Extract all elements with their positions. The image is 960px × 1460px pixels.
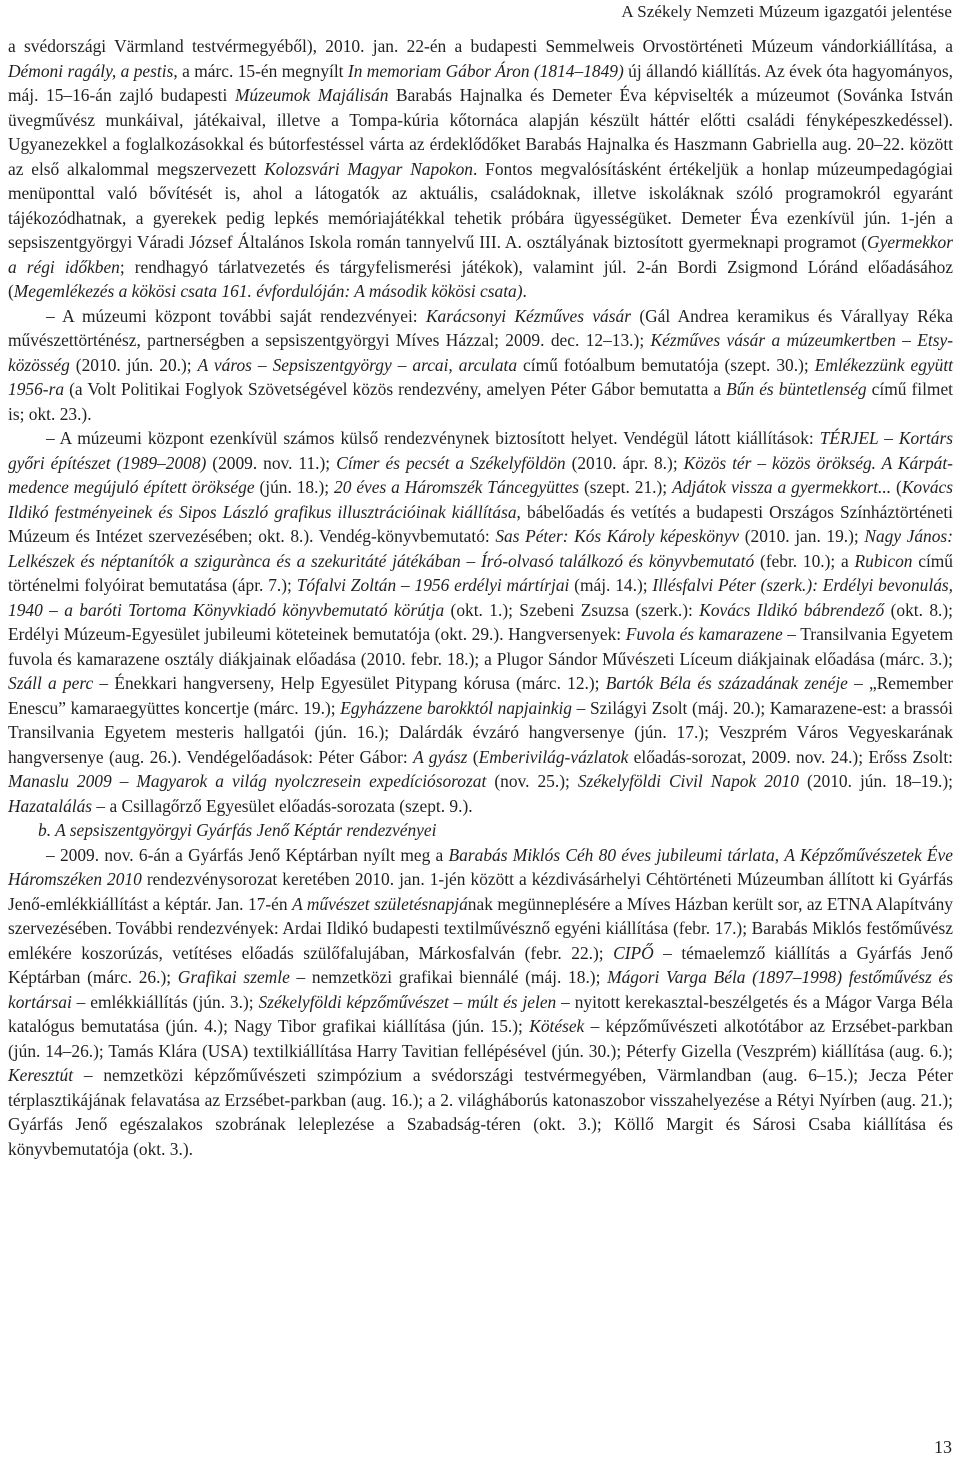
- text-run: (okt. 1.); Szebeni Zsuzsa (szerk.):: [444, 599, 700, 620]
- text-run: . Fontos megvalósításként értékeljük a honlap múzeumpedagógiai menüponttal való bővítését is, ahol a látogatók az aktuális, családoknak, illetve iskoláknak szóló programokról egyaránt tájékozódhatnak, a gyerekek pedig lepkés memóriajátékkal tehetik próbára ügyességüket. Demeter Éva ezenkívül jún. 1-jén a sepsiszentgyörgyi Váradi József Általános Iskola román tannyelvű III. A. osztályának biztosított gyermeknapi programot (: [8, 158, 954, 252]
- italic-title-run: Emlékezzünk együtt 1956-ra: [8, 354, 954, 399]
- text-run: ,: [774, 844, 785, 865]
- text-run: (2010. jún. 20.);: [69, 354, 198, 375]
- italic-title-run: Múzeumok Majálisán: [234, 85, 389, 105]
- text-run: – A múzeumi központ további saját rendezvényei:: [46, 305, 426, 326]
- italic-title-run: Tófalvi Zoltán – 1956 erdélyi mártírjai: [296, 575, 570, 595]
- paragraph: [8, 426, 953, 818]
- italic-title-run: Hazatalálás: [8, 795, 93, 816]
- italic-title-run: CIPŐ: [613, 942, 654, 963]
- text-run: (2010. jan. 19.);: [739, 526, 865, 546]
- italic-title-run: Kézműves vásár a múzeumkertben – Etsy-közösség: [8, 330, 953, 375]
- text-run: (a Volt Politikai Foglyok Szövetségével közös rendezvény, amelyen Péter Gábor bemutatta a: [64, 379, 727, 399]
- text-run: című filmet is; okt. 23.).: [8, 379, 954, 424]
- italic-title-run: Karácsonyi Kézműves vásár: [425, 305, 631, 326]
- italic-title-run: Adjátok vissza a gyermekkort...: [672, 477, 892, 497]
- text-run: (nov. 25.);: [486, 771, 578, 791]
- italic-title-run: Egyházzene barokktól napjainkig: [340, 697, 573, 718]
- paragraph: [8, 34, 953, 304]
- italic-title-run: Kovács Ildikó bábrendező: [699, 599, 885, 620]
- text-run: , a márc. 15-én megnyílt: [173, 60, 348, 81]
- text-run: előadás-sorozat, 2009. nov. 24.); Erőss Zsolt:: [628, 746, 953, 767]
- italic-title-run: Sas Péter: Kós Károly képeskönyv: [495, 526, 740, 546]
- text-run: – képzőművészeti alkotótábor az Erzsébet-parkban (jún. 14–26.); Tamás Klára (USA) textilkiállítása Harry Tavitian fellépésével (jún. 30.); Péterfy Gizella (Veszprém) kiállítása (aug. 6.);: [8, 1016, 953, 1061]
- page-number: 13: [934, 1437, 952, 1457]
- italic-title-run: Bűn és büntetlenség: [726, 379, 867, 399]
- text-run: (szept. 21.);: [579, 477, 673, 497]
- text-run: (jún. 18.);: [254, 477, 335, 497]
- italic-title-run: A gyász: [413, 746, 468, 767]
- text-run: – a Csillagőrző Egyesület előadás-sorozata (szept. 9.).: [92, 795, 473, 816]
- text-run: című történelmi folyóirat bemutatása (ápr. 7.);: [8, 550, 954, 595]
- text-run: – nemzetközi képzőművészeti szimpózium a svédországi testvérmegyében, Värmlandban (aug. 6–15.); Jecza Péter térplasztikájának felavatása az Erzsébet-parkban (aug. 16.); a 2. világháborús katonaszobor visszahelyezése a Rétyi Nyírben (aug. 21.); Gyárfás Jenő egészalakos szobrának leleplezése a Szabadság-téren (okt. 3.); Köllő Margit és Sárosi Csaba kiállítása és könyvbemutatója (okt. 3.).: [8, 1065, 953, 1159]
- italic-title-run: Barabás Miklós Céh 80 éves jubileumi tárlata: [448, 844, 775, 865]
- text-run: – nyitott kerekasztal-beszélgetés és a Mágor Varga Béla katalógus bemutatása (jún. 4.); Nagy Tibor grafikai kiállítása (jún. 15.);: [8, 991, 953, 1036]
- italic-title-run: Fuvola és kamarazene: [625, 624, 783, 644]
- section-subheading: b. A sepsiszentgyörgyi Gyárfás Jenő Képtár rendezvényei: [38, 820, 437, 840]
- italic-title-run: In memoriam Gábor Áron (1814–1849): [347, 60, 624, 81]
- paragraph-group-kepktar: [8, 843, 953, 1162]
- text-run: – A múzeumi központ ezenkívül számos külső rendezvénynek biztosított helyet. Vendégül látott kiállítások:: [46, 428, 820, 448]
- text-run: (2010. jún. 18–19.);: [799, 771, 954, 791]
- text-run: – „Remember Enescu” kamaraegyüttes koncertje (márc. 19.);: [8, 673, 954, 718]
- italic-title-run: Gyermekkor a régi időkben: [8, 232, 953, 277]
- italic-title-run: Közös tér – közös örökség. A Kárpát-medence megújuló épített öröksége: [8, 452, 953, 497]
- running-head: A Székely Nemzeti Múzeum igazgatói jelentése: [621, 2, 952, 21]
- italic-title-run: Démoni ragály, a pestis: [8, 60, 174, 81]
- italic-title-run: Nagy János: Lelkészek és néptanítók a szigurànca és a szekuritáté játékában – Író-olvasó találkozó és könyvbemutató: [8, 526, 953, 571]
- text-run: – 2009. nov. 6-án a Gyárfás Jenő Képtárban nyílt meg a: [46, 844, 449, 865]
- italic-title-run: A művészet születésnapjá: [292, 893, 468, 914]
- paragraph: [8, 304, 953, 427]
- italic-title-run: Rubicon: [854, 550, 913, 571]
- italic-title-run: Kolozsvári Magyar Napokon: [264, 158, 474, 179]
- italic-title-run: 20 éves a Háromszék Táncegyüttes: [334, 477, 580, 497]
- italic-title-run: Mágori Varga Béla (1897–1998) festőművész és kortársai: [8, 967, 953, 1012]
- paragraph-group-main: [8, 34, 953, 818]
- italic-title-run: Kötések: [529, 1016, 585, 1036]
- italic-title-run: Emberivilág-vázlatok: [478, 746, 629, 767]
- body-text: [8, 34, 953, 1161]
- text-run: rendezvénysorozat keretében 2010. jan. 1-jén között a kézdivásárhelyi Céhtörténeti Múzeumban állított ki Gyárfás Jenő-emlékkiállítást a képtár. Jan. 17-én: [8, 869, 953, 914]
- italic-title-run: Székelyföldi képzőművészet – múlt és jelen: [258, 991, 557, 1012]
- italic-title-run: Keresztút: [8, 1065, 74, 1085]
- text-run: , bábelőadás és vetítés a budapesti Országos Színháztörténeti Múzeum és Intézet szervezésében; okt. 8.). Vendég-könyvbemutató:: [8, 501, 953, 546]
- text-run: új állandó kiállítás. Az évek óta hagyományos, máj. 15–16-án zajló budapesti: [8, 60, 953, 105]
- text-run: nak megünneplésére a Míves Házban került sor, az ETNA Alapítvány szervezésében. További rendezvények: Ardai Ildikó budapesti textilművésznő egyéni kiállítása (febr. 17.); Barabás Miklós festőművész emlékére koszorúzás, vetítéses előadás szülőfalujában, Márkosfalván (febr. 22.);: [8, 893, 953, 963]
- italic-title-run: A város – Sepsiszentgyörgy – arcai, arculata: [197, 354, 518, 375]
- text-run: című fotóalbum bemutatója (szept. 30.);: [517, 354, 815, 375]
- text-run: – nemzetközi grafikai biennálé (máj. 18.);: [289, 967, 608, 987]
- text-run: (: [467, 746, 479, 767]
- text-run: (máj. 14.);: [569, 575, 653, 595]
- text-run: (Gál Andrea keramikus és Várallyay Réka művészettörténész, partnerségben a sepsiszentgyörgyi Míves Házzal; 2009. dec. 12–13.);: [8, 305, 953, 350]
- text-run: – emlékkiállítás (jún. 3.);: [71, 991, 259, 1012]
- text-run: – Szilágyi Zsolt (máj. 20.); Kamarazene-est: a brassói Transilvania Egyetem mesteris hallgatói (jún. 16.); Dalárdák évzáró hangversenye (jún. 17.); Veszprém Város Vegyeskarának hangversenye (aug. 26.). Vendégelőadások: Péter Gábor:: [8, 697, 953, 767]
- text-run: (okt. 8.); Erdélyi Múzeum-Egyesület jubileumi köteteinek bemutatója (okt. 29.). Hangversenyek:: [8, 599, 953, 644]
- text-run: (: [891, 477, 902, 497]
- text-run: Barabás Hajnalka és Demeter Éva képviselték a múzeumot (Sovánka István üvegművész munkáival, játékaival, illetve a Tompa-kúria kőtornáca alapján készült háttér előtti családi fényképeszkedéssel). Ugyanezekkel a foglalkozásokkal és bútorfestéssel várta az érdeklődőket Barabás Hajnalka és Haszmann Gabriella aug. 20–22. között az első alkalommal megszervezett: [8, 85, 954, 179]
- italic-title-run: TÉRJEL – Kortárs győri építészet (1989–2008): [8, 428, 954, 473]
- italic-title-run: Bartók Béla és századának zenéje: [605, 673, 848, 693]
- italic-title-run: Kovács Ildikó festményeinek és Sipos László grafikus illusztrációinak kiállítása: [8, 477, 954, 522]
- paragraph: [8, 843, 953, 1162]
- text-run: a svédországi Värmland testvérmegyéből), 2010. jan. 22-én a budapesti Semmelweis Orvostörténeti Múzeum vándorkiállítása, a: [8, 36, 953, 56]
- text-run: – Transilvania Egyetem fuvola és kamarazene osztály diákjainak előadása (2010. febr. 18.); a Plugor Sándor Művészeti Líceum diákjainak előadása (márc. 3.);: [8, 624, 953, 669]
- text-run: (febr. 10.); a: [754, 550, 855, 571]
- italic-title-run: A Képzőművészetek Éve Háromszéken 2010: [8, 844, 953, 889]
- text-run: ; rendhagyó tárlatvezetés és tárgyfelismerési játékok), valamint júl. 2-án Bordi Zsigmond Lóránd előadásához (: [8, 256, 953, 301]
- text-run: – Énekkari hangverseny, Help Egyesület Pitypang kórusa (márc. 12.);: [93, 673, 606, 693]
- italic-title-run: Székelyföldi Civil Napok 2010: [577, 771, 799, 791]
- italic-title-run: Illésfalvi Péter (szerk.): Erdélyi bevonulás, 1940 – a baróti Tortoma Könyvkiadó könyvbemutató körútja: [8, 575, 954, 620]
- italic-title-run: Száll a perc: [8, 673, 94, 693]
- text-run: (2009. nov. 11.);: [206, 452, 337, 473]
- text-run: – témaelemző kiállítás a Gyárfás Jenő Képtárban (márc. 26.);: [8, 942, 953, 987]
- italic-title-run: Grafikai szemle: [177, 967, 290, 987]
- italic-title-run: Manaslu 2009 – Magyarok a világ nyolczresein expedíciósorozat: [8, 771, 487, 791]
- italic-title-run: Megemlékezés a kökösi csata 161. évfordulóján: A második kökösi csata): [13, 281, 523, 301]
- text-run: (2010. ápr. 8.);: [565, 452, 684, 473]
- italic-title-run: Címer és pecsét a Székelyföldön: [336, 452, 566, 473]
- text-run: .: [522, 281, 527, 301]
